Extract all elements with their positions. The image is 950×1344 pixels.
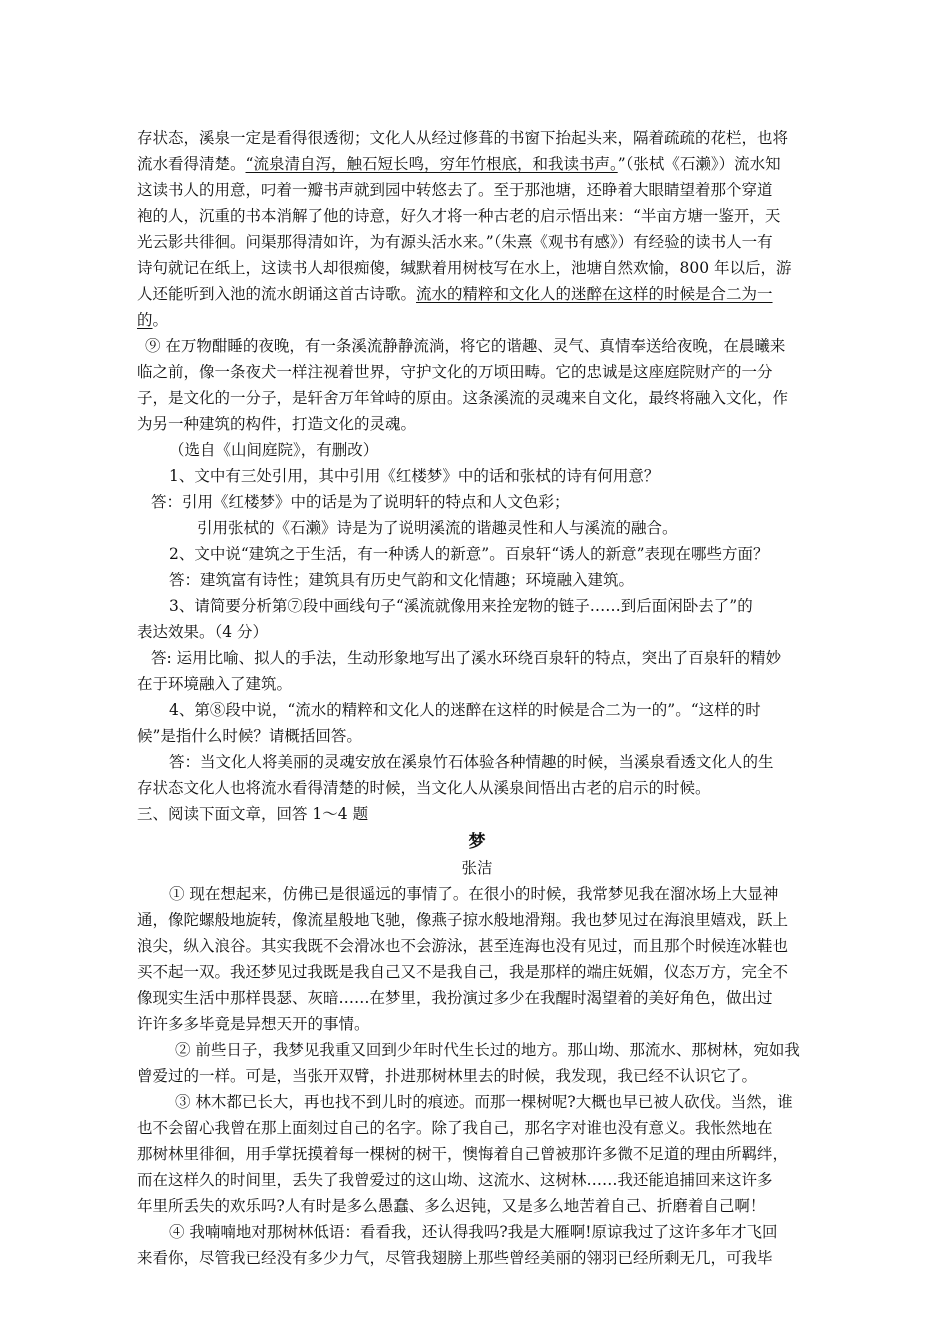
paragraph-1-line: 浪尖，纵入浪谷。其实我既不会滑冰也不会游泳，甚至连海也没有见过，而且那个时候连冰鞋也: [137, 937, 789, 955]
article-author: 张洁: [461, 859, 493, 877]
answer-1-line: 答：引用《红楼梦》中的话是为了说明轩的特点和人文色彩；: [151, 493, 570, 511]
paragraph-9-line: 为另一种建筑的构件，打造文化的灵魂。: [137, 415, 417, 433]
question-3-line: 表达效果。（4 分）: [137, 623, 269, 641]
question-4-line: 候”是指什么时候？请概括回答。: [137, 727, 362, 745]
source-note: （选自《山间庭院》，有删改）: [169, 441, 379, 459]
text-line: [137, 151, 817, 177]
answer-4-line: 存状态文化人也将流水看得清楚的时候，当文化人从溪泉间悟出古老的启示的时候。: [137, 779, 711, 797]
paragraph-1-line: 像现实生活中那样畏瑟、灰暗……在梦里，我扮演过多少在我醒时渴望着的美好角色，做出过: [137, 989, 773, 1007]
text-line: 存状态，溪泉一定是看得很透彻；文化人从经过修葺的书窗下抬起头来，隔着疏疏的花栏，也将: [137, 129, 789, 147]
answer-1-line: 引用张栻的《石濑》诗是为了说明溪流的谐趣灵性和人与溪流的融合。: [197, 519, 678, 537]
underlined-quote: “流泉清自泻，触石短长鸣，穷年竹根底，和我读书声。: [245, 155, 618, 173]
text-fragment: 人还能听到入池的流水朗诵这首古诗歌。: [137, 285, 417, 303]
paragraph-4-line: ④ 我喃喃地对那树林低语：看看我，还认得我吗?我是大雁啊!原谅我过了这许多年才飞回: [169, 1223, 778, 1241]
answer-2: 答：建筑富有诗性；建筑具有历史气韵和文化情趣；环境融入建筑。: [169, 571, 635, 589]
paragraph-3-line: 而在这样久的时间里，丢失了我曾爱过的这山坳、这流水、这树林……我还能追捕回来这许多: [137, 1171, 773, 1189]
text-fragment: 。: [152, 311, 169, 329]
paragraph-1-line: 许许多多毕竟是异想天开的事情。: [137, 1015, 370, 1033]
section-heading: 三、阅读下面文章，回答 1～4 题: [137, 805, 369, 823]
paragraph-2-line: 曾爱过的一样。可是，当张开双臂，扑进那树林里去的时候，我发现，我已经不认识它了。: [137, 1067, 758, 1085]
paragraph-3-line: 也不会留心我曾在那上面刻过自己的名字。除了我自己，那名字对谁也没有意义。我怅然地在: [137, 1119, 773, 1137]
paragraph-2-line: ② 前些日子，我梦见我重又回到少年时代生长过的地方。那山坳、那流水、那树林，宛如我: [175, 1041, 800, 1059]
text-line: [137, 307, 817, 333]
underlined-sentence-end: 的: [137, 311, 153, 329]
underlined-sentence: 流水的精粹和文化人的迷醉在这样的时候是合二为一: [416, 285, 773, 303]
article-title: 梦: [468, 832, 486, 852]
paragraph-4-line: 来看你，尽管我已经没有多少力气，尽管我翅膀上那些曾经美丽的翎羽已经所剩无几，可我毕: [137, 1249, 773, 1267]
question-2: 2、文中说“建筑之于生活，有一种诱人的新意”。百泉轩“诱人的新意”表现在哪些方面？: [169, 545, 769, 563]
text-line: 诗句就记在纸上，这读书人却很痴傻，缄默着用树枝写在水上，池塘自然欢愉，800 年以后，游: [137, 259, 792, 277]
paragraph-9-line: 子，是文化的一分子，是轩舍万年耸峙的原由。这条溪流的灵魂来自文化，最终将融入文化，作: [137, 389, 789, 407]
question-1: 1、文中有三处引用，其中引用《红楼梦》中的话和张栻的诗有何用意？: [169, 467, 660, 485]
question-3-line: 3、请简要分析第⑦段中画线句子“溪流就像用来拴宠物的链子……到后面闲卧去了”的: [169, 597, 753, 615]
paragraph-9-line: 临之前，像一条夜犬一样注视着世界，守护文化的万顷田畴。它的忠诚是这座庭院财产的一分: [137, 363, 773, 381]
paragraph-3-line: 那树林里徘徊，用手掌抚摸着每一棵树的树干，懊悔着自己曾被那许多微不足道的理由所羁绊，: [137, 1145, 789, 1163]
answer-3-line: 答: 运用比喻、拟人的手法，生动形象地写出了溪水环绕百泉轩的特点，突出了百泉轩的精妙: [151, 649, 782, 667]
text-line: [137, 281, 817, 307]
text-line: 这读书人的用意，叼着一瓣书声就到园中转悠去了。至于那池塘，还睁着大眼睛望着那个穿道: [137, 181, 773, 199]
text-line: 光云影共徘徊。问渠那得清如许，为有源头活水来。”（朱熹《观书有感》）有经验的读书人一有: [137, 233, 773, 251]
paragraph-1-line: 通，像陀螺般地旋转，像流星般地飞驰，像燕子掠水般地滑翔。我也梦见过在海浪里嬉戏，跃上: [137, 911, 789, 929]
paragraph-9-line: ⑨ 在万物酣睡的夜晚，有一条溪流静静流淌，将它的谐趣、灵气、真情奉送给夜晚，在晨曦来: [145, 337, 786, 355]
document-body: [137, 125, 817, 1271]
question-4-line: 4、第⑧段中说，“流水的精粹和文化人的迷醉在这样的时候是合二为一的”。“这样的时: [169, 701, 761, 719]
answer-4-line: 答：当文化人将美丽的灵魂安放在溪泉竹石体验各种情趣的时候，当溪泉看透文化人的生: [169, 753, 774, 771]
text-fragment: ”（张栻《石濑》）流水知: [617, 155, 781, 173]
paragraph-3-line: 年里所丢失的欢乐吗?人有时是多么愚蠢、多么迟钝，又是多么地苦着自己、折磨着自己啊！: [137, 1197, 766, 1215]
paragraph-1-line: 买不起一双。我还梦见过我既是我自己又不是我自己，我是那样的端庄妩媚，仪态万方，完全不: [137, 963, 789, 981]
text-fragment: 流水看得清楚。: [137, 155, 246, 173]
answer-3-line: 在于环境融入了建筑。: [137, 675, 293, 693]
paragraph-1-line: ① 现在想起来，仿佛已是很遥远的事情了。在很小的时候，我常梦见我在溜冰场上大显神: [169, 885, 779, 903]
paragraph-3-line: ③ 林木都已长大，再也找不到儿时的痕迹。而那一棵树呢?大概也早已被人砍伐。当然，谁: [175, 1093, 793, 1111]
text-line: 袍的人，沉重的书本消解了他的诗意，好久才将一种古老的启示悟出来：“半亩方塘一鉴开，天: [137, 207, 781, 225]
